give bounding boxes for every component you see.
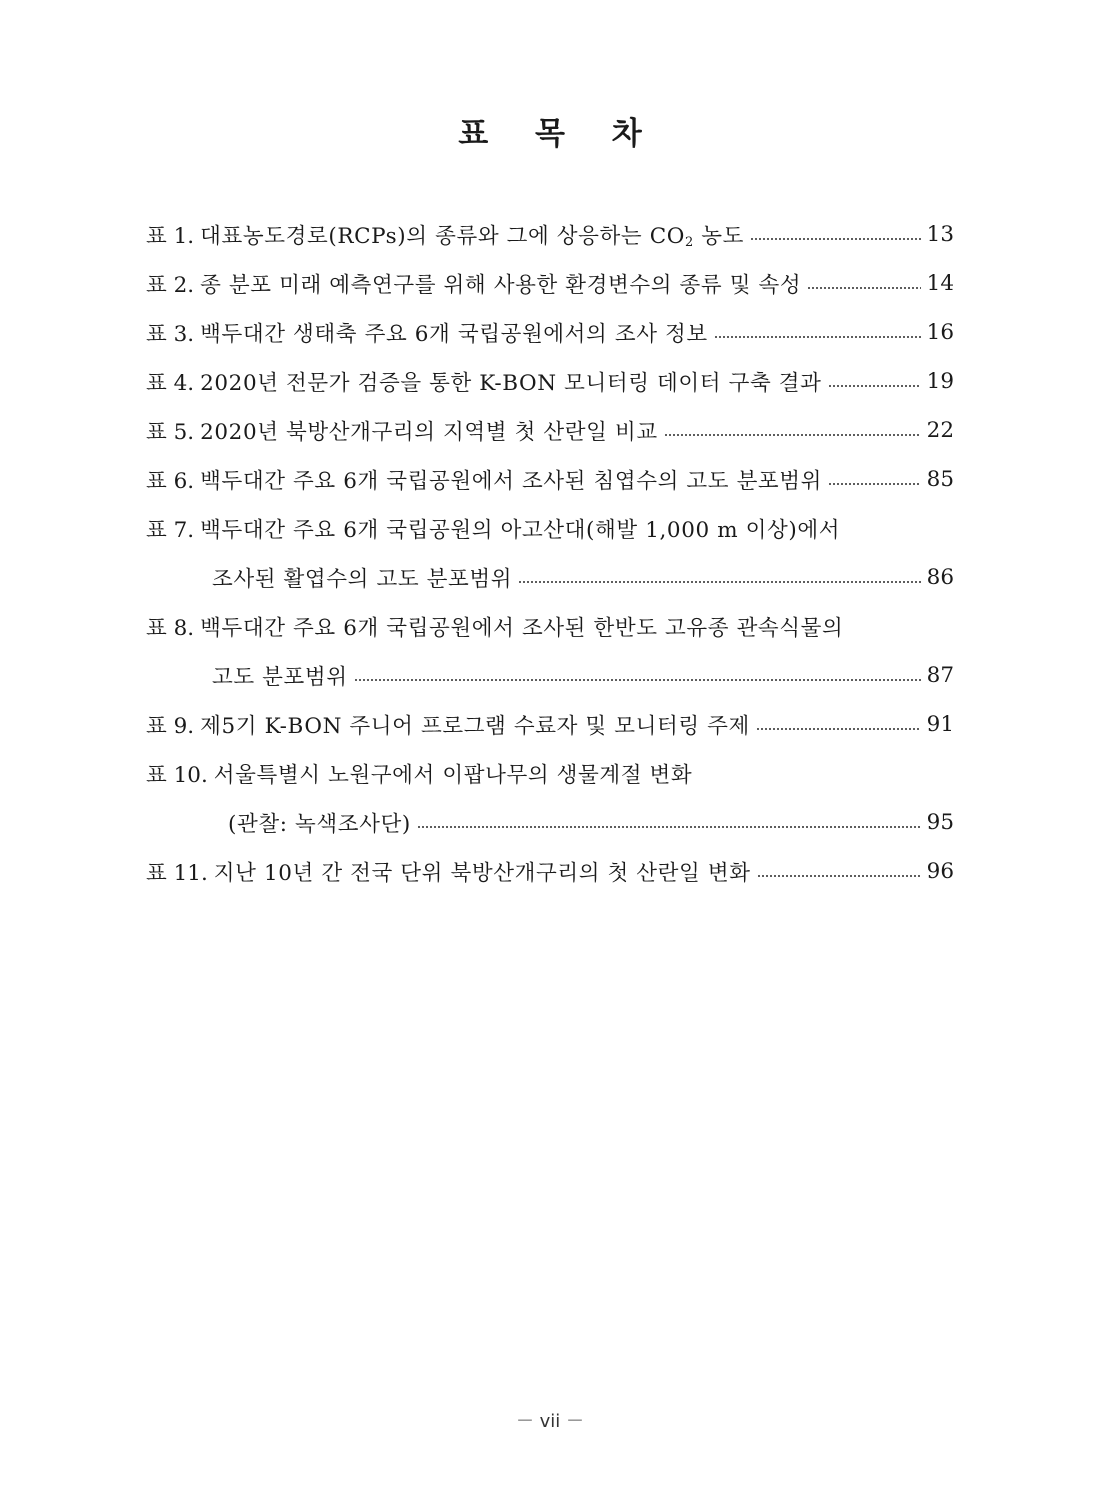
entry-page-number: 16 [926, 320, 954, 345]
entry-label: 표 3. [146, 322, 195, 347]
subscript: 2 [684, 235, 694, 250]
dot-leader [757, 875, 921, 877]
entry-title: 2020년 전문가 검증을 통한 K-BON 모니터링 데이터 구축 결과 [200, 371, 822, 396]
entry-page-number: 86 [926, 565, 954, 590]
entry-title: 백두대간 주요 6개 국립공원의 아고산대(해발 1,000 m 이상)에서 [200, 518, 841, 543]
toc-entry[interactable] [146, 455, 954, 504]
entry-title: 서울특별시 노원구에서 이팝나무의 생물계절 변화 [213, 763, 693, 788]
entry-label: 표 10. [146, 763, 208, 788]
entry-title: 제5기 K-BON 주니어 프로그램 수료자 및 모니터링 주제 [200, 714, 750, 739]
page-number-footer: － vii － [515, 1411, 585, 1432]
toc-entry-continuation[interactable] [146, 651, 954, 700]
entry-title: 종 분포 미래 예측연구를 위해 사용한 환경변수의 종류 및 속성 [200, 273, 802, 298]
entry-label: 표 11. [146, 861, 208, 886]
dot-leader [807, 287, 920, 289]
entry-title: 백두대간 생태축 주요 6개 국립공원에서의 조사 정보 [200, 322, 708, 347]
toc-entry[interactable] [146, 504, 954, 553]
toc-entry[interactable] [146, 406, 954, 455]
entry-title-continuation: (관찰: 녹색조사단) [228, 812, 411, 837]
entry-title-continuation: 조사된 활엽수의 고도 분포범위 [212, 567, 513, 592]
toc-entry[interactable] [146, 308, 954, 357]
toc-entry[interactable] [146, 847, 954, 896]
toc-entry[interactable] [146, 602, 954, 651]
entry-title: 대표농도경로(RCPs)의 종류와 그에 상응하는 $CO_2$ 농도 [200, 224, 745, 250]
entry-title: 지난 10년 간 전국 단위 북방산개구리의 첫 산란일 변화 [213, 861, 751, 886]
entry-page-number: 14 [926, 271, 954, 296]
dot-leader [518, 581, 921, 583]
entry-page-number: 91 [926, 712, 954, 737]
entry-title: 백두대간 주요 6개 국립공원에서 조사된 한반도 고유종 관속식물의 [200, 616, 844, 641]
dot-leader [828, 483, 921, 485]
entry-page-number: 87 [926, 663, 954, 688]
toc-entry-continuation[interactable] [146, 553, 954, 602]
toc-entry[interactable] [146, 700, 954, 749]
entry-page-number: 85 [926, 467, 954, 492]
entry-label: 표 2. [146, 273, 195, 298]
dot-leader [664, 434, 921, 436]
entry-title-continuation: 고도 분포범위 [212, 665, 348, 690]
dot-leader [714, 336, 921, 338]
entry-page-number: 96 [926, 859, 954, 884]
dot-leader [750, 238, 921, 240]
entry-label: 표 8. [146, 616, 195, 641]
entry-label: 표 7. [146, 518, 195, 543]
page-title: 표 목 차 [458, 116, 660, 152]
dot-leader [756, 728, 921, 730]
entry-page-number: 13 [926, 222, 954, 247]
toc-entry-continuation[interactable] [146, 798, 954, 847]
entry-page-number: 19 [926, 369, 954, 394]
entry-page-number: 22 [926, 418, 954, 443]
entry-label: 표 1. [146, 224, 195, 249]
toc-entry[interactable] [146, 210, 954, 259]
entry-label: 표 5. [146, 420, 195, 445]
toc-entry[interactable] [146, 357, 954, 406]
entry-title: 2020년 북방산개구리의 지역별 첫 산란일 비교 [200, 420, 658, 445]
dot-leader [354, 679, 921, 681]
entry-label: 표 4. [146, 371, 195, 396]
table-of-tables [146, 210, 954, 896]
entry-title: 백두대간 주요 6개 국립공원에서 조사된 침엽수의 고도 분포범위 [200, 469, 823, 494]
entry-label: 표 9. [146, 714, 195, 739]
dot-leader [417, 826, 921, 828]
toc-entry[interactable] [146, 259, 954, 308]
entry-label: 표 6. [146, 469, 195, 494]
toc-entry[interactable] [146, 749, 954, 798]
entry-page-number: 95 [926, 810, 954, 835]
dot-leader [828, 385, 921, 387]
